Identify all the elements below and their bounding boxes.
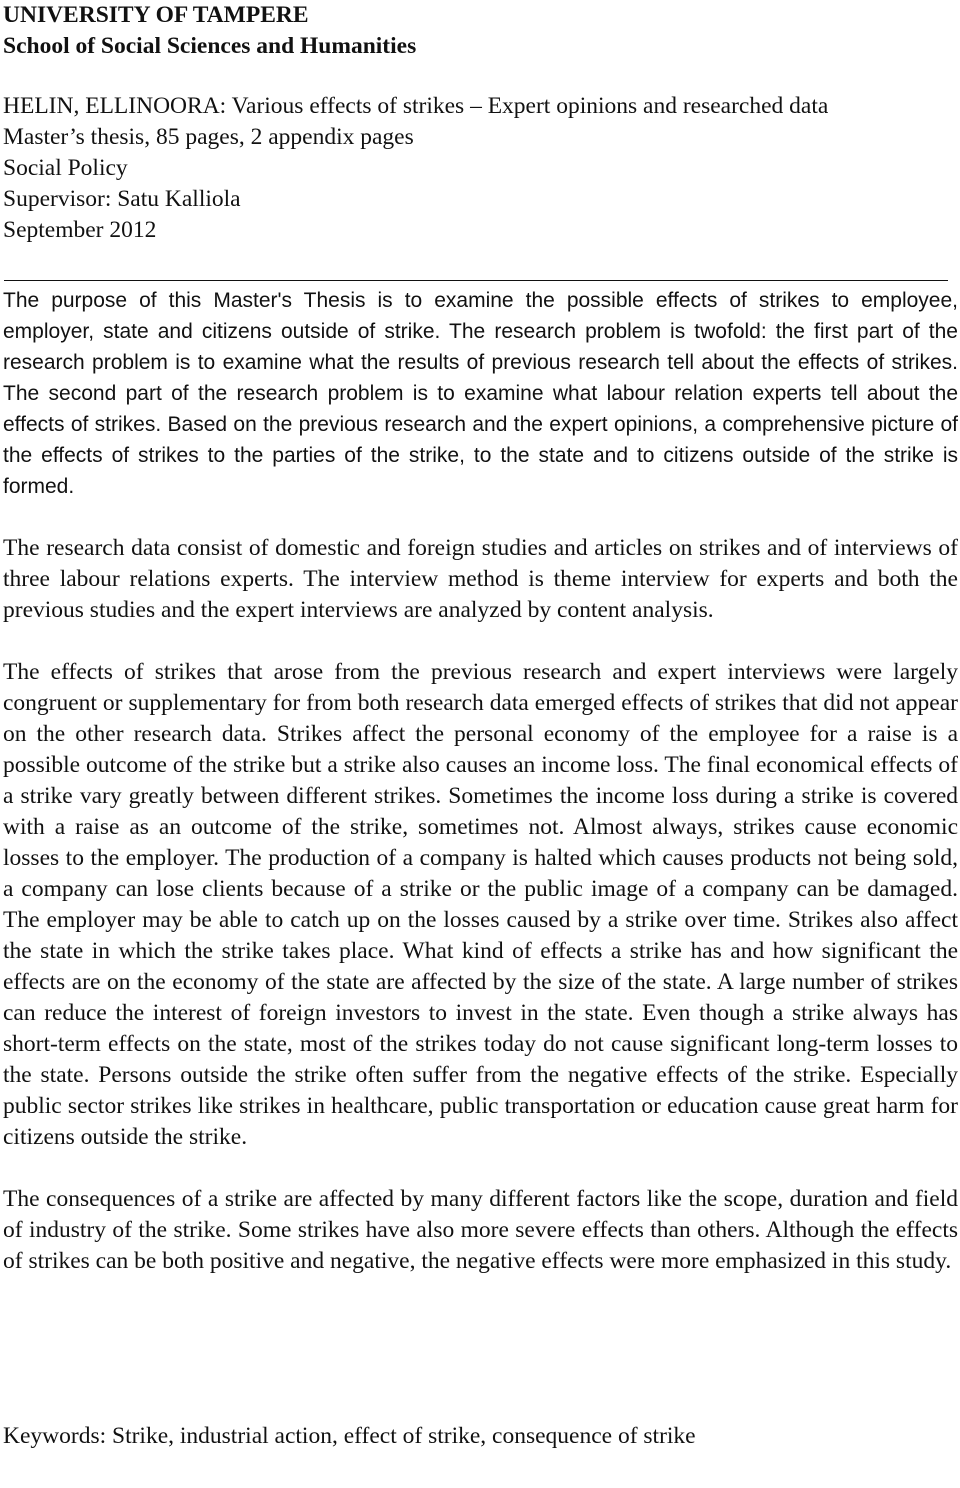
keywords-line: Keywords: Strike, industrial action, effect of strike, consequence of strike: [3, 1423, 696, 1449]
separator-rule: [4, 280, 948, 281]
university-name: UNIVERSITY OF TAMPERE: [3, 2, 309, 28]
page-header: [3, 0, 958, 62]
thesis-metadata: [3, 91, 958, 246]
author-title-line: HELIN, ELLINOORA: Various effects of strikes – Expert opinions and researched data: [3, 93, 829, 119]
abstract-paragraph-2: The research data consist of domestic and foreign studies and articles on strikes and of interviews of three labour relations experts. The interview method is theme interview for experts and both the previous studies and the expert interviews are analyzed by content analysis.: [3, 535, 958, 623]
abstract-paragraph-3: The effects of strikes that arose from the previous research and expert interviews were largely congruent or supplementary for from both research data emerged effects of strikes that did not appear on the other research data. Strikes affect the personal economy of the employee for a raise is a possible outcome of the strike but a strike also causes an income loss. The final economical effects of a strike vary greatly between different strikes. Sometimes the income loss during a strike is covered with a raise as an outcome of the strike, sometimes not. Almost always, strikes cause economic losses to the employer. The production of a company is halted which causes products not being sold, a company can lose clients because of a strike or the public image of a company can be damaged. The employer may be able to catch up on the losses caused by a strike over time. Strikes also affect the state in which the strike takes place. What kind of effects a strike has and how significant the effects are on the economy of the state are affected by the size of the state. A large number of strikes can reduce the interest of foreign investors to invest in the state. Even though a strike always has short-term effects on the state, most of the strikes today do not cause significant long-term losses to the state. Persons outside the strike often suffer from the negative effects of the strike. Especially public sector strikes like strikes in healthcare, public transportation or education cause great harm for citizens outside the strike.: [3, 659, 958, 1150]
abstract-paragraph-1: The purpose of this Master's Thesis is to examine the possible effects of strikes to employee, employer, state and citizens outside of strike. The research problem is twofold: the first part of the research problem is to examine what the results of previous research tell about the effects of strikes. The second part of the research problem is to examine what labour relation experts tell about the effects of strikes. Based on the previous research and the expert opinions, a comprehensive picture of the effects of strikes to the parties of the strike, to the state and to citizens outside of the strike is formed.: [3, 289, 958, 498]
thesis-info-line: Master’s thesis, 85 pages, 2 appendix pages: [3, 124, 414, 150]
date-line: September 2012: [3, 217, 157, 243]
field-line: Social Policy: [3, 155, 128, 181]
school-name: School of Social Sciences and Humanities: [3, 33, 417, 59]
abstract-paragraph-4: The consequences of a strike are affected by many different factors like the scope, duration and field of industry of the strike. Some strikes have also more severe effects than others. Although the effects of strikes can be both positive and negative, the negative effects were more emphasized in this study.: [3, 1186, 958, 1274]
abstract-body: [3, 285, 958, 1277]
supervisor-line: Supervisor: Satu Kalliola: [3, 186, 241, 212]
